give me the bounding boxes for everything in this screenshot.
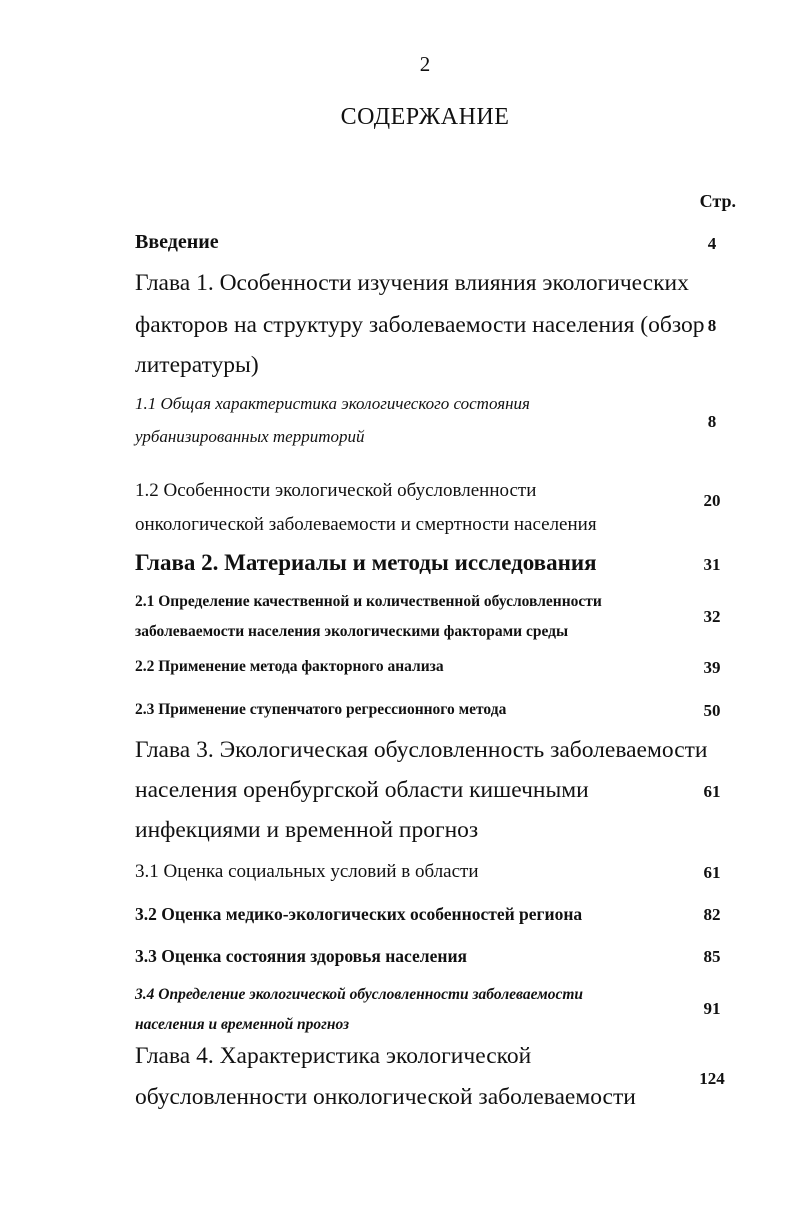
toc-page-number: 32 <box>703 607 721 626</box>
toc-page-number: 124 <box>699 1069 725 1088</box>
toc-entry-line: населения и временной прогноз <box>135 1016 350 1033</box>
page-column-header: Стр. <box>699 191 736 211</box>
toc-entry-line: урбанизированных территорий <box>135 427 365 446</box>
toc-entry-line: факторов на структуру заболеваемости населения (обзор <box>135 312 705 338</box>
toc-entry-line: Глава 3. Экологическая обусловленность заболеваемости <box>135 737 708 763</box>
toc-page-number: 85 <box>703 947 721 966</box>
page-title: СОДЕРЖАНИЕ <box>340 104 510 130</box>
toc-entry-line: Глава 1. Особенности изучения влияния экологических <box>135 270 689 296</box>
toc-entry-line: онкологической заболеваемости и смертности населения <box>135 514 597 535</box>
toc-entry-title: 2.2 Применение метода факторного анализа <box>135 658 444 675</box>
toc-entry-line: Глава 4. Характеристика экологической <box>135 1043 532 1069</box>
toc-page-number: 4 <box>707 234 717 253</box>
toc-entry-line: 3.4 Определение экологической обусловленности заболеваемости <box>135 986 584 1003</box>
toc-entry-line: заболеваемости населения экологическими факторами среды <box>135 623 569 640</box>
toc-page-number: 61 <box>703 863 721 882</box>
toc-page-number: 20 <box>703 491 721 510</box>
toc-page-number: 82 <box>703 905 721 924</box>
toc-entry-line: 2.1 Определение качественной и количественной обусловленности <box>135 593 602 610</box>
toc-entry-title: 2.3 Применение ступенчатого регрессионного метода <box>135 701 507 718</box>
page-number: 2 <box>419 52 431 76</box>
toc-entry-line: населения оренбургской области кишечными <box>135 777 589 803</box>
toc-page-number: 39 <box>703 658 721 677</box>
toc-page-number: 91 <box>703 999 721 1018</box>
toc-entry-line: литературы) <box>135 352 259 378</box>
toc-entry-line: обусловленности онкологической заболеваемости <box>135 1084 636 1110</box>
toc-entry-title: Глава 2. Материалы и методы исследования <box>135 550 597 575</box>
toc-page-number: 31 <box>703 555 721 574</box>
toc-entry-title: 3.2 Оценка медико-экологических особенностей региона <box>135 904 583 924</box>
toc-page-number: 50 <box>703 701 721 720</box>
toc-entry-line: 1.2 Особенности экологической обусловленности <box>135 480 537 501</box>
toc-page-number: 8 <box>707 412 717 431</box>
toc-entry-line: 1.1 Общая характеристика экологического состояния <box>135 394 530 413</box>
toc-page-number: 8 <box>707 316 717 335</box>
toc-entry-title: 3.3 Оценка состояния здоровья населения <box>135 946 467 966</box>
toc-entry-line: инфекциями и временной прогноз <box>135 817 479 843</box>
toc-page-number: 61 <box>703 782 721 801</box>
toc-entry-title: 3.1 Оценка социальных условий в области <box>135 861 479 882</box>
toc-entry-title: Введение <box>135 231 219 253</box>
